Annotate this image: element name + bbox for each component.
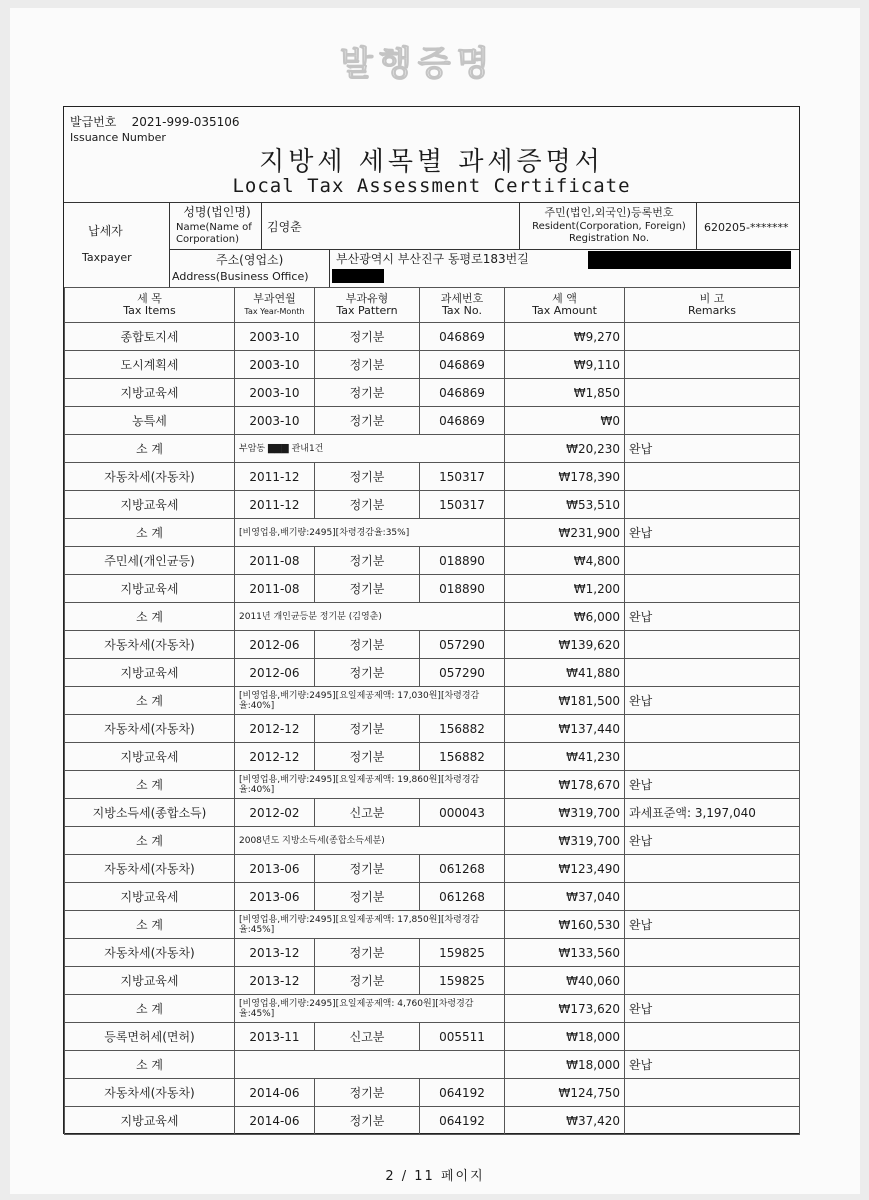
header-tax-pattern: 부과유형 Tax Pattern: [315, 288, 420, 323]
remark-cell: [625, 883, 800, 911]
remark-cell: 완납: [625, 911, 800, 939]
year-month-cell: 2003-10: [235, 407, 315, 435]
tax-item-cell: 자동차세(자동차): [65, 715, 235, 743]
tax-no-cell: 046869: [420, 351, 505, 379]
subtotal-memo-cell: [235, 1051, 505, 1079]
subtotal-memo-cell: [비영업용,배기량:2495][차령경감율:35%]: [235, 519, 505, 547]
year-month-cell: 2013-06: [235, 855, 315, 883]
tax-pattern-cell: 정기분: [315, 407, 420, 435]
tax-item-cell: 지방교육세: [65, 1107, 235, 1135]
reg-label: 주민(법인,외국인)등록번호: [544, 206, 674, 219]
table-row: [65, 463, 800, 491]
subtotal-row: [65, 603, 800, 631]
subtotal-row: [65, 995, 800, 1023]
tax-pattern-cell: 정기분: [315, 715, 420, 743]
tax-item-cell: 소 계: [65, 827, 235, 855]
remark-cell: 완납: [625, 435, 800, 463]
tax-amount-cell: ₩319,700: [505, 827, 625, 855]
remark-cell: [625, 631, 800, 659]
name-label: 성명(법인명): [183, 205, 251, 219]
tax-no-cell: 156882: [420, 743, 505, 771]
subtotal-row: [65, 1051, 800, 1079]
tax-pattern-cell: 정기분: [315, 491, 420, 519]
tax-amount-cell: ₩133,560: [505, 939, 625, 967]
tax-amount-cell: ₩37,040: [505, 883, 625, 911]
remark-cell: [625, 407, 800, 435]
header-tax-items: 세 목 Tax Items: [65, 288, 235, 323]
year-month-cell: 2012-02: [235, 799, 315, 827]
remark-cell: 완납: [625, 519, 800, 547]
tax-item-cell: 등록면허세(면허): [65, 1023, 235, 1051]
tax-amount-cell: ₩40,060: [505, 967, 625, 995]
table-row: [65, 631, 800, 659]
tax-amount-cell: ₩231,900: [505, 519, 625, 547]
remark-cell: 완납: [625, 995, 800, 1023]
tax-amount-cell: ₩9,110: [505, 351, 625, 379]
tax-item-cell: 자동차세(자동차): [65, 1079, 235, 1107]
table-row: [65, 1023, 800, 1051]
tax-amount-cell: ₩124,750: [505, 1079, 625, 1107]
year-month-cell: 2014-06: [235, 1107, 315, 1135]
tax-pattern-cell: 신고분: [315, 799, 420, 827]
tax-no-cell: 061268: [420, 883, 505, 911]
year-month-cell: 2011-12: [235, 491, 315, 519]
tax-item-cell: 소 계: [65, 603, 235, 631]
tax-amount-cell: ₩41,880: [505, 659, 625, 687]
tax-no-cell: 057290: [420, 659, 505, 687]
remark-cell: [625, 1023, 800, 1051]
tax-no-cell: 057290: [420, 631, 505, 659]
year-month-cell: 2011-08: [235, 575, 315, 603]
tax-amount-cell: ₩178,390: [505, 463, 625, 491]
name-label-en: Name(Name of Corporation): [176, 222, 252, 245]
remark-cell: [625, 351, 800, 379]
certificate-frame: [63, 106, 800, 1134]
tax-amount-cell: ₩18,000: [505, 1051, 625, 1079]
remark-cell: [625, 547, 800, 575]
tax-items-table: [64, 287, 800, 1135]
tax-no-cell: 018890: [420, 547, 505, 575]
table-row: [65, 491, 800, 519]
year-month-cell: 2012-12: [235, 715, 315, 743]
tax-amount-cell: ₩9,270: [505, 323, 625, 351]
tax-amount-cell: ₩53,510: [505, 491, 625, 519]
tax-item-cell: 자동차세(자동차): [65, 855, 235, 883]
remark-cell: [625, 855, 800, 883]
year-month-cell: 2012-06: [235, 631, 315, 659]
address-redaction-2: [332, 269, 384, 283]
subtotal-memo-cell: [비영업용,배기량:2495][요일제공제액: 19,860원][차령경감율:40%]: [235, 771, 505, 799]
remark-cell: [625, 463, 800, 491]
tax-no-cell: 064192: [420, 1079, 505, 1107]
title-english: Local Tax Assessment Certificate: [232, 175, 631, 197]
year-month-cell: 2014-06: [235, 1079, 315, 1107]
subtotal-row: [65, 687, 800, 715]
tax-pattern-cell: 정기분: [315, 855, 420, 883]
tax-item-cell: 소 계: [65, 1051, 235, 1079]
tax-pattern-cell: 정기분: [315, 1107, 420, 1135]
address-label: 주소(영업소): [216, 253, 284, 267]
remark-cell: [625, 743, 800, 771]
tax-no-cell: 046869: [420, 323, 505, 351]
tax-amount-cell: ₩41,230: [505, 743, 625, 771]
subtotal-memo-cell: [비영업용,배기량:2495][요일제공제액: 4,760원][차령경감율:45%]: [235, 995, 505, 1023]
tax-no-cell: 159825: [420, 939, 505, 967]
tax-pattern-cell: 정기분: [315, 351, 420, 379]
document-page: [10, 8, 860, 1194]
table-row: [65, 743, 800, 771]
tax-amount-cell: ₩0: [505, 407, 625, 435]
tax-no-cell: 018890: [420, 575, 505, 603]
tax-item-cell: 소 계: [65, 911, 235, 939]
tax-amount-cell: ₩319,700: [505, 799, 625, 827]
remark-cell: 완납: [625, 771, 800, 799]
tax-pattern-cell: 정기분: [315, 743, 420, 771]
header-remarks: 비 고 Remarks: [625, 288, 800, 323]
table-row: [65, 575, 800, 603]
title-korean: 지방세 세목별 과세증명서: [259, 147, 604, 177]
table-row: [65, 659, 800, 687]
tax-amount-cell: ₩18,000: [505, 1023, 625, 1051]
address-label-en: Address(Business Office): [172, 270, 309, 283]
remark-cell: [625, 379, 800, 407]
tax-pattern-cell: 정기분: [315, 547, 420, 575]
header-tax-no: 과세번호 Tax No.: [420, 288, 505, 323]
tax-no-cell: 000043: [420, 799, 505, 827]
tax-amount-cell: ₩139,620: [505, 631, 625, 659]
table-row: [65, 351, 800, 379]
tax-amount-cell: ₩137,440: [505, 715, 625, 743]
tax-amount-cell: ₩1,850: [505, 379, 625, 407]
taxpayer-label-en: Taxpayer: [82, 251, 132, 264]
header-year-month: 부과연월 Tax Year-Month: [235, 288, 315, 323]
tax-amount-cell: ₩4,800: [505, 547, 625, 575]
tax-amount-cell: ₩123,490: [505, 855, 625, 883]
tax-item-cell: 도시계획세: [65, 351, 235, 379]
subtotal-memo-cell: [비영업용,배기량:2495][요일제공제액: 17,850원][차령경감율:45%]: [235, 911, 505, 939]
tax-amount-cell: ₩1,200: [505, 575, 625, 603]
page-number: 2 / 11 페이지: [385, 1169, 485, 1184]
table-row: [65, 1079, 800, 1107]
table-row: [65, 547, 800, 575]
subtotal-memo-cell: 2008년도 지방소득세(종합소득세분): [235, 827, 505, 855]
tax-no-cell: 046869: [420, 407, 505, 435]
header-tax-amount: 세 액 Tax Amount: [505, 288, 625, 323]
tax-no-cell: 150317: [420, 463, 505, 491]
subtotal-row: [65, 435, 800, 463]
subtotal-row: [65, 911, 800, 939]
remark-cell: [625, 939, 800, 967]
table-row: [65, 407, 800, 435]
year-month-cell: 2012-06: [235, 659, 315, 687]
tax-pattern-cell: 정기분: [315, 659, 420, 687]
tax-pattern-cell: 정기분: [315, 575, 420, 603]
year-month-cell: 2013-12: [235, 967, 315, 995]
tax-item-cell: 주민세(개인균등): [65, 547, 235, 575]
tax-item-cell: 지방교육세: [65, 659, 235, 687]
address-value: 부산광역시 부산진구 동평로183번길: [336, 252, 529, 266]
tax-pattern-cell: 신고분: [315, 1023, 420, 1051]
remark-cell: [625, 491, 800, 519]
year-month-cell: 2011-12: [235, 463, 315, 491]
tax-pattern-cell: 정기분: [315, 463, 420, 491]
tax-amount-cell: ₩181,500: [505, 687, 625, 715]
remark-cell: 완납: [625, 687, 800, 715]
tax-item-cell: 지방교육세: [65, 379, 235, 407]
table-row: [65, 883, 800, 911]
table-row: [65, 1107, 800, 1135]
year-month-cell: 2012-12: [235, 743, 315, 771]
subtotal-memo-cell: 2011년 개인균등분 정기분 (김영춘): [235, 603, 505, 631]
taxpayer-name: 김영춘: [267, 220, 302, 234]
tax-item-cell: 소 계: [65, 687, 235, 715]
table-row: [65, 939, 800, 967]
tax-no-cell: 156882: [420, 715, 505, 743]
table-row: [65, 379, 800, 407]
tax-item-cell: 지방교육세: [65, 575, 235, 603]
tax-item-cell: 지방소득세(종합소득): [65, 799, 235, 827]
tax-pattern-cell: 정기분: [315, 883, 420, 911]
tax-amount-cell: ₩160,530: [505, 911, 625, 939]
remark-cell: [625, 659, 800, 687]
tax-item-cell: 농특세: [65, 407, 235, 435]
tax-pattern-cell: 정기분: [315, 323, 420, 351]
year-month-cell: 2011-08: [235, 547, 315, 575]
tax-amount-cell: ₩173,620: [505, 995, 625, 1023]
tax-item-cell: 소 계: [65, 519, 235, 547]
subtotal-row: [65, 519, 800, 547]
table-row: [65, 967, 800, 995]
issuance-number: 2021-999-035106: [131, 115, 240, 129]
subtotal-memo-cell: [비영업용,배기량:2495][요일제공제액: 17,030원][차령경감율:40%]: [235, 687, 505, 715]
tax-no-cell: 005511: [420, 1023, 505, 1051]
table-row: [65, 855, 800, 883]
tax-no-cell: 159825: [420, 967, 505, 995]
tax-item-cell: 소 계: [65, 771, 235, 799]
year-month-cell: 2003-10: [235, 379, 315, 407]
subtotal-row: [65, 827, 800, 855]
tax-no-cell: 061268: [420, 855, 505, 883]
remark-cell: 완납: [625, 827, 800, 855]
issuance-label-en: Issuance Number: [70, 131, 166, 144]
subtotal-memo-cell: 부암동 ▇▇▇ 관내1건: [235, 435, 505, 463]
table-row: [65, 323, 800, 351]
remark-cell: 완납: [625, 603, 800, 631]
tax-item-cell: 소 계: [65, 435, 235, 463]
tax-item-cell: 소 계: [65, 995, 235, 1023]
year-month-cell: 2013-06: [235, 883, 315, 911]
year-month-cell: 2013-11: [235, 1023, 315, 1051]
tax-pattern-cell: 정기분: [315, 967, 420, 995]
tax-amount-cell: ₩37,420: [505, 1107, 625, 1135]
remark-cell: 완납: [625, 1051, 800, 1079]
tax-item-cell: 지방교육세: [65, 883, 235, 911]
tax-item-cell: 종합토지세: [65, 323, 235, 351]
tax-item-cell: 자동차세(자동차): [65, 939, 235, 967]
year-month-cell: 2013-12: [235, 939, 315, 967]
table-header-row: [65, 288, 800, 323]
tax-pattern-cell: 정기분: [315, 379, 420, 407]
tax-amount-cell: ₩178,670: [505, 771, 625, 799]
tax-pattern-cell: 정기분: [315, 1079, 420, 1107]
tax-item-cell: 지방교육세: [65, 743, 235, 771]
tax-amount-cell: ₩20,230: [505, 435, 625, 463]
year-month-cell: 2003-10: [235, 351, 315, 379]
year-month-cell: 2003-10: [235, 323, 315, 351]
tax-item-cell: 자동차세(자동차): [65, 631, 235, 659]
tax-pattern-cell: 정기분: [315, 631, 420, 659]
tax-pattern-cell: 정기분: [315, 939, 420, 967]
tax-amount-cell: ₩6,000: [505, 603, 625, 631]
perforation-stamp: 발행증명: [340, 44, 496, 84]
tax-item-cell: 자동차세(자동차): [65, 463, 235, 491]
taxpayer-label: 납세자: [88, 224, 123, 238]
table-row: [65, 799, 800, 827]
remark-cell: [625, 1079, 800, 1107]
address-redaction: [588, 251, 791, 269]
tax-no-cell: 150317: [420, 491, 505, 519]
remark-cell: [625, 575, 800, 603]
tax-item-cell: 지방교육세: [65, 967, 235, 995]
registration-number: 620205-*******: [704, 221, 789, 234]
remark-cell: [625, 1107, 800, 1135]
subtotal-row: [65, 771, 800, 799]
tax-no-cell: 064192: [420, 1107, 505, 1135]
remark-cell: [625, 323, 800, 351]
remark-cell: [625, 715, 800, 743]
reg-label-en: Resident(Corporation, Foreign) Registration No.: [532, 221, 686, 244]
remark-cell: [625, 967, 800, 995]
tax-no-cell: 046869: [420, 379, 505, 407]
table-row: [65, 715, 800, 743]
issuance-label: 발급번호: [70, 115, 117, 129]
tax-item-cell: 지방교육세: [65, 491, 235, 519]
remark-cell: 과세표준액: 3,197,040: [625, 799, 800, 827]
